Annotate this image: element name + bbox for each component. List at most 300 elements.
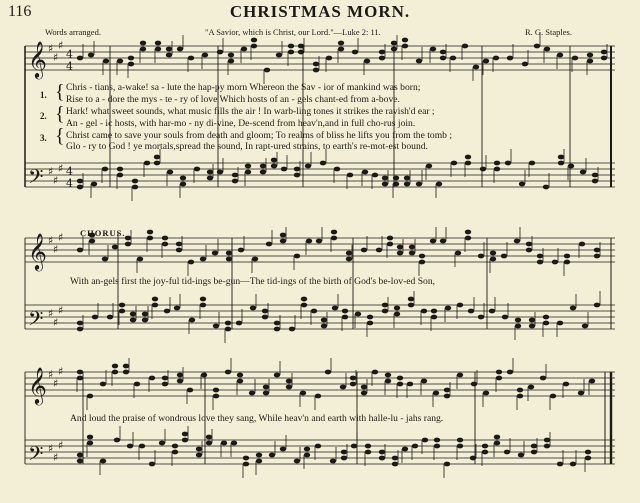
- notehead: [342, 315, 348, 320]
- notehead: [123, 370, 129, 375]
- notehead: [529, 318, 535, 323]
- notehead: [196, 447, 202, 452]
- notehead: [321, 318, 327, 323]
- notehead: [580, 170, 586, 175]
- notehead: [294, 167, 300, 172]
- notehead: [473, 65, 479, 70]
- chorus-label: CHORUS.: [80, 228, 126, 238]
- verse-number-1: 1.: [40, 90, 47, 100]
- notehead: [341, 456, 347, 461]
- notehead: [379, 56, 385, 61]
- notehead: [482, 444, 488, 449]
- notehead: [331, 230, 337, 235]
- notehead: [149, 462, 155, 467]
- notehead: [519, 182, 525, 187]
- notehead: [152, 303, 158, 308]
- notehead: [289, 327, 295, 332]
- notehead: [262, 309, 268, 314]
- notehead: [502, 315, 508, 320]
- notehead: [77, 179, 83, 184]
- notehead: [213, 388, 219, 393]
- notehead: [421, 309, 427, 314]
- notehead: [89, 239, 95, 244]
- notehead: [154, 161, 160, 166]
- notehead: [391, 41, 397, 46]
- notehead: [77, 459, 83, 464]
- notehead: [496, 376, 502, 381]
- notehead: [421, 379, 427, 384]
- notehead: [534, 44, 540, 49]
- notehead: [444, 394, 450, 399]
- notehead: [271, 164, 277, 169]
- notehead: [528, 385, 534, 390]
- notehead: [434, 438, 440, 443]
- notehead: [346, 257, 352, 262]
- notehead: [430, 239, 436, 244]
- notehead: [601, 56, 607, 61]
- notehead: [568, 164, 574, 169]
- notehead: [249, 391, 255, 396]
- notehead: [228, 59, 234, 64]
- notehead: [505, 161, 511, 166]
- notehead: [288, 50, 294, 55]
- notehead: [188, 56, 194, 61]
- notehead: [112, 245, 118, 250]
- notehead: [102, 257, 108, 262]
- notehead: [91, 182, 97, 187]
- verse-brace: {: [55, 81, 65, 103]
- notehead: [594, 248, 600, 253]
- notehead: [140, 41, 146, 46]
- notehead: [155, 41, 161, 46]
- notehead: [316, 239, 322, 244]
- notehead: [142, 312, 148, 317]
- time-signature: 4: [66, 177, 73, 190]
- notehead: [517, 388, 523, 393]
- notehead: [426, 164, 432, 169]
- notehead: [493, 56, 499, 61]
- notehead: [543, 185, 549, 190]
- notehead: [294, 459, 300, 464]
- notehead: [311, 309, 317, 314]
- notehead: [119, 309, 125, 314]
- notehead: [114, 438, 120, 443]
- key-signature: ♯: [48, 42, 54, 55]
- notehead: [112, 364, 118, 369]
- notehead: [338, 47, 344, 52]
- time-signature: 4: [66, 165, 73, 178]
- notehead: [587, 59, 593, 64]
- notehead: [419, 254, 425, 259]
- notehead: [177, 373, 183, 378]
- notehead: [176, 242, 182, 247]
- notehead: [304, 447, 310, 452]
- notehead: [570, 306, 576, 311]
- notehead: [543, 315, 549, 320]
- notehead: [392, 456, 398, 461]
- notehead: [300, 391, 306, 396]
- notehead: [301, 297, 307, 302]
- notehead: [276, 53, 282, 58]
- notehead: [182, 438, 188, 443]
- notehead: [478, 315, 484, 320]
- notehead: [174, 306, 180, 311]
- notehead: [490, 251, 496, 256]
- notehead: [462, 44, 468, 49]
- notehead: [305, 164, 311, 169]
- notehead: [147, 236, 153, 241]
- notehead: [526, 248, 532, 253]
- notehead: [226, 251, 232, 256]
- notehead: [504, 450, 510, 455]
- notehead: [550, 394, 556, 399]
- notehead: [379, 456, 385, 461]
- notehead: [252, 257, 258, 262]
- notehead: [382, 176, 388, 181]
- notehead: [162, 236, 168, 241]
- notehead: [117, 173, 123, 178]
- notehead: [494, 441, 500, 446]
- notehead: [594, 303, 600, 308]
- notehead: [367, 321, 373, 326]
- notehead: [430, 47, 436, 52]
- key-signature: ♯: [53, 316, 59, 329]
- notehead: [364, 59, 370, 64]
- notehead: [564, 254, 570, 259]
- chorus-line: And loud the praise of wondrous love they sang, While heav'n and earth with halle-lu - jahs rang.: [70, 413, 444, 424]
- verse-line: Christ came to save your souls from death and gloom; To realms of bliss he lifts you from the tomb ;: [66, 130, 453, 141]
- notehead: [232, 179, 238, 184]
- notehead: [142, 318, 148, 323]
- bass-clef: 𝄢: [28, 307, 44, 335]
- notehead: [544, 444, 550, 449]
- notehead: [286, 385, 292, 390]
- notehead: [154, 155, 160, 160]
- notehead: [162, 376, 168, 381]
- notehead: [132, 185, 138, 190]
- notehead: [394, 312, 400, 317]
- notehead: [445, 306, 451, 311]
- notehead: [578, 391, 584, 396]
- notehead: [77, 327, 83, 332]
- notehead: [382, 303, 388, 308]
- notehead: [243, 456, 249, 461]
- treble-clef: 𝄞: [28, 232, 47, 270]
- notehead: [601, 50, 607, 55]
- notehead: [180, 182, 186, 187]
- notehead: [434, 444, 440, 449]
- notehead: [207, 170, 213, 175]
- notehead: [225, 370, 231, 375]
- notehead: [537, 254, 543, 259]
- notehead: [440, 239, 446, 244]
- notehead: [531, 444, 537, 449]
- notehead: [125, 236, 131, 241]
- notehead: [483, 59, 489, 64]
- notehead: [372, 370, 378, 375]
- notehead: [341, 450, 347, 455]
- notehead: [594, 254, 600, 259]
- notehead: [361, 248, 367, 253]
- key-signature: ♯: [53, 243, 59, 256]
- notehead: [507, 370, 513, 375]
- notehead: [260, 164, 266, 169]
- notehead: [77, 185, 83, 190]
- notehead: [501, 254, 507, 259]
- notehead: [236, 321, 242, 326]
- notehead: [385, 373, 391, 378]
- notehead: [455, 251, 461, 256]
- notehead: [351, 444, 357, 449]
- notehead: [325, 370, 331, 375]
- notehead: [407, 382, 413, 387]
- notehead: [433, 391, 439, 396]
- notehead: [558, 155, 564, 160]
- notehead: [206, 441, 212, 446]
- notehead: [489, 309, 495, 314]
- notehead: [543, 321, 549, 326]
- notehead: [352, 50, 358, 55]
- notehead: [213, 324, 219, 329]
- notehead: [350, 376, 356, 381]
- notehead: [200, 297, 206, 302]
- notehead: [251, 38, 257, 43]
- notehead: [558, 161, 564, 166]
- notehead: [416, 59, 422, 64]
- notehead: [592, 173, 598, 178]
- notehead: [123, 364, 129, 369]
- notehead: [365, 444, 371, 449]
- notehead: [280, 239, 286, 244]
- notehead: [206, 435, 212, 440]
- notehead: [355, 312, 361, 317]
- notehead: [526, 242, 532, 247]
- notehead: [226, 257, 232, 262]
- notehead: [494, 435, 500, 440]
- key-signature: ♯: [58, 365, 64, 378]
- notehead: [382, 182, 388, 187]
- notehead: [130, 318, 136, 323]
- notehead: [125, 242, 131, 247]
- key-signature: ♯: [53, 51, 59, 64]
- notehead: [570, 462, 576, 467]
- notehead: [338, 41, 344, 46]
- notehead: [518, 453, 524, 458]
- notehead: [387, 236, 393, 241]
- notehead: [149, 376, 155, 381]
- notehead: [517, 394, 523, 399]
- verse-brace: {: [55, 103, 65, 125]
- notehead: [334, 167, 340, 172]
- notehead: [379, 450, 385, 455]
- notehead: [397, 376, 403, 381]
- key-signature: ♯: [58, 304, 64, 317]
- notehead: [301, 303, 307, 308]
- notehead: [412, 444, 418, 449]
- notehead: [326, 56, 332, 61]
- notehead: [127, 444, 133, 449]
- notehead: [552, 260, 558, 265]
- key-signature: ♯: [58, 439, 64, 452]
- verse-line: An - gel - ic hosts, with har-mo - ny di-vine, De-scend from heav'n,and in full cho-rus join.: [66, 118, 416, 129]
- notehead: [137, 257, 143, 262]
- notehead: [77, 376, 83, 381]
- notehead: [450, 56, 456, 61]
- notehead: [88, 53, 94, 58]
- notehead: [221, 441, 227, 446]
- notehead: [579, 242, 585, 247]
- key-signature: ♯: [48, 234, 54, 247]
- verse-number-2: 2.: [40, 111, 47, 121]
- notehead: [274, 327, 280, 332]
- notehead: [274, 321, 280, 326]
- notehead: [408, 297, 414, 302]
- verse-number-3: 3.: [40, 133, 47, 143]
- notehead: [100, 459, 106, 464]
- notehead: [431, 315, 437, 320]
- notehead: [212, 251, 218, 256]
- notehead: [315, 394, 321, 399]
- bass-clef: 𝄢: [28, 442, 44, 470]
- notehead: [176, 248, 182, 253]
- notehead: [228, 53, 234, 58]
- notehead: [557, 53, 563, 58]
- notehead: [231, 441, 237, 446]
- notehead: [306, 239, 312, 244]
- notehead: [196, 453, 202, 458]
- notehead: [294, 173, 300, 178]
- notehead: [585, 456, 591, 461]
- notehead: [313, 62, 319, 67]
- notehead: [408, 303, 414, 308]
- notehead: [465, 161, 471, 166]
- notehead: [132, 179, 138, 184]
- notehead: [385, 379, 391, 384]
- notehead: [419, 260, 425, 265]
- key-signature: ♯: [53, 451, 59, 464]
- key-signature: ♯: [58, 39, 64, 52]
- notehead: [262, 315, 268, 320]
- notehead: [112, 370, 118, 375]
- notehead: [77, 56, 83, 61]
- notehead: [280, 447, 286, 452]
- notehead: [245, 164, 251, 169]
- notehead: [213, 394, 219, 399]
- verse-line: Hark! what sweet sounds, what music fills the air ! In warb-ling tones it strikes the ravish'd ear ;: [66, 106, 435, 117]
- notehead: [271, 158, 277, 163]
- verse-line: Rise to a - dore the mys - te - ry of love Which hosts of an - gels chant-ed from a-bove.: [66, 94, 400, 105]
- notehead: [494, 167, 500, 172]
- notehead: [451, 161, 457, 166]
- notehead: [77, 248, 83, 253]
- notehead: [182, 432, 188, 437]
- notehead: [225, 321, 231, 326]
- notehead: [286, 379, 292, 384]
- notehead: [379, 50, 385, 55]
- bass-clef: 𝄢: [28, 165, 44, 193]
- notehead: [117, 59, 123, 64]
- key-signature: ♯: [48, 307, 54, 320]
- notehead: [152, 297, 158, 302]
- notehead: [280, 233, 286, 238]
- notehead: [159, 441, 165, 446]
- notehead: [382, 309, 388, 314]
- words-credit: Words arranged.: [45, 27, 101, 37]
- key-signature: ♯: [48, 442, 54, 455]
- notehead: [480, 167, 486, 172]
- notehead: [457, 444, 463, 449]
- notehead: [237, 379, 243, 384]
- composer-credit: R. G. Staples.: [525, 27, 572, 37]
- notehead: [162, 242, 168, 247]
- verse-brace: {: [55, 125, 65, 147]
- notehead: [330, 459, 336, 464]
- notehead: [250, 306, 256, 311]
- notehead: [397, 251, 403, 256]
- notehead: [404, 176, 410, 181]
- key-signature: ♯: [48, 368, 54, 381]
- notehead: [87, 435, 93, 440]
- notehead: [166, 47, 172, 52]
- notehead: [225, 327, 231, 332]
- notehead: [563, 382, 569, 387]
- notehead: [394, 306, 400, 311]
- hymn-title: CHRISTMAS MORN.: [229, 2, 411, 21]
- notehead: [416, 182, 422, 187]
- key-signature: ♯: [48, 165, 54, 178]
- notehead: [342, 309, 348, 314]
- notehead: [457, 438, 463, 443]
- notehead: [409, 251, 415, 256]
- notehead: [77, 370, 83, 375]
- notehead: [494, 161, 500, 166]
- notehead: [361, 385, 367, 390]
- page-number: 116: [8, 3, 32, 20]
- notehead: [140, 47, 146, 52]
- notehead: [87, 394, 93, 399]
- notehead: [102, 167, 108, 172]
- notehead: [589, 379, 595, 384]
- notehead: [444, 388, 450, 393]
- notehead: [347, 173, 353, 178]
- notehead: [264, 68, 270, 73]
- notehead: [537, 260, 543, 265]
- treble-clef: 𝄞: [28, 40, 47, 78]
- notehead: [238, 248, 244, 253]
- notehead: [200, 257, 206, 262]
- notehead: [281, 167, 287, 172]
- notehead: [147, 230, 153, 235]
- notehead: [269, 453, 275, 458]
- notehead: [92, 315, 98, 320]
- notehead: [340, 385, 346, 390]
- notehead: [514, 239, 520, 244]
- notehead: [172, 444, 178, 449]
- notehead: [376, 248, 382, 253]
- notehead: [350, 382, 356, 387]
- notehead: [189, 318, 195, 323]
- notehead: [237, 373, 243, 378]
- notehead: [103, 59, 109, 64]
- notehead: [557, 321, 563, 326]
- notehead: [294, 254, 300, 259]
- notehead: [529, 161, 535, 166]
- notehead: [119, 303, 125, 308]
- notehead: [587, 53, 593, 58]
- notehead: [251, 44, 257, 49]
- notehead: [531, 450, 537, 455]
- notehead: [440, 50, 446, 55]
